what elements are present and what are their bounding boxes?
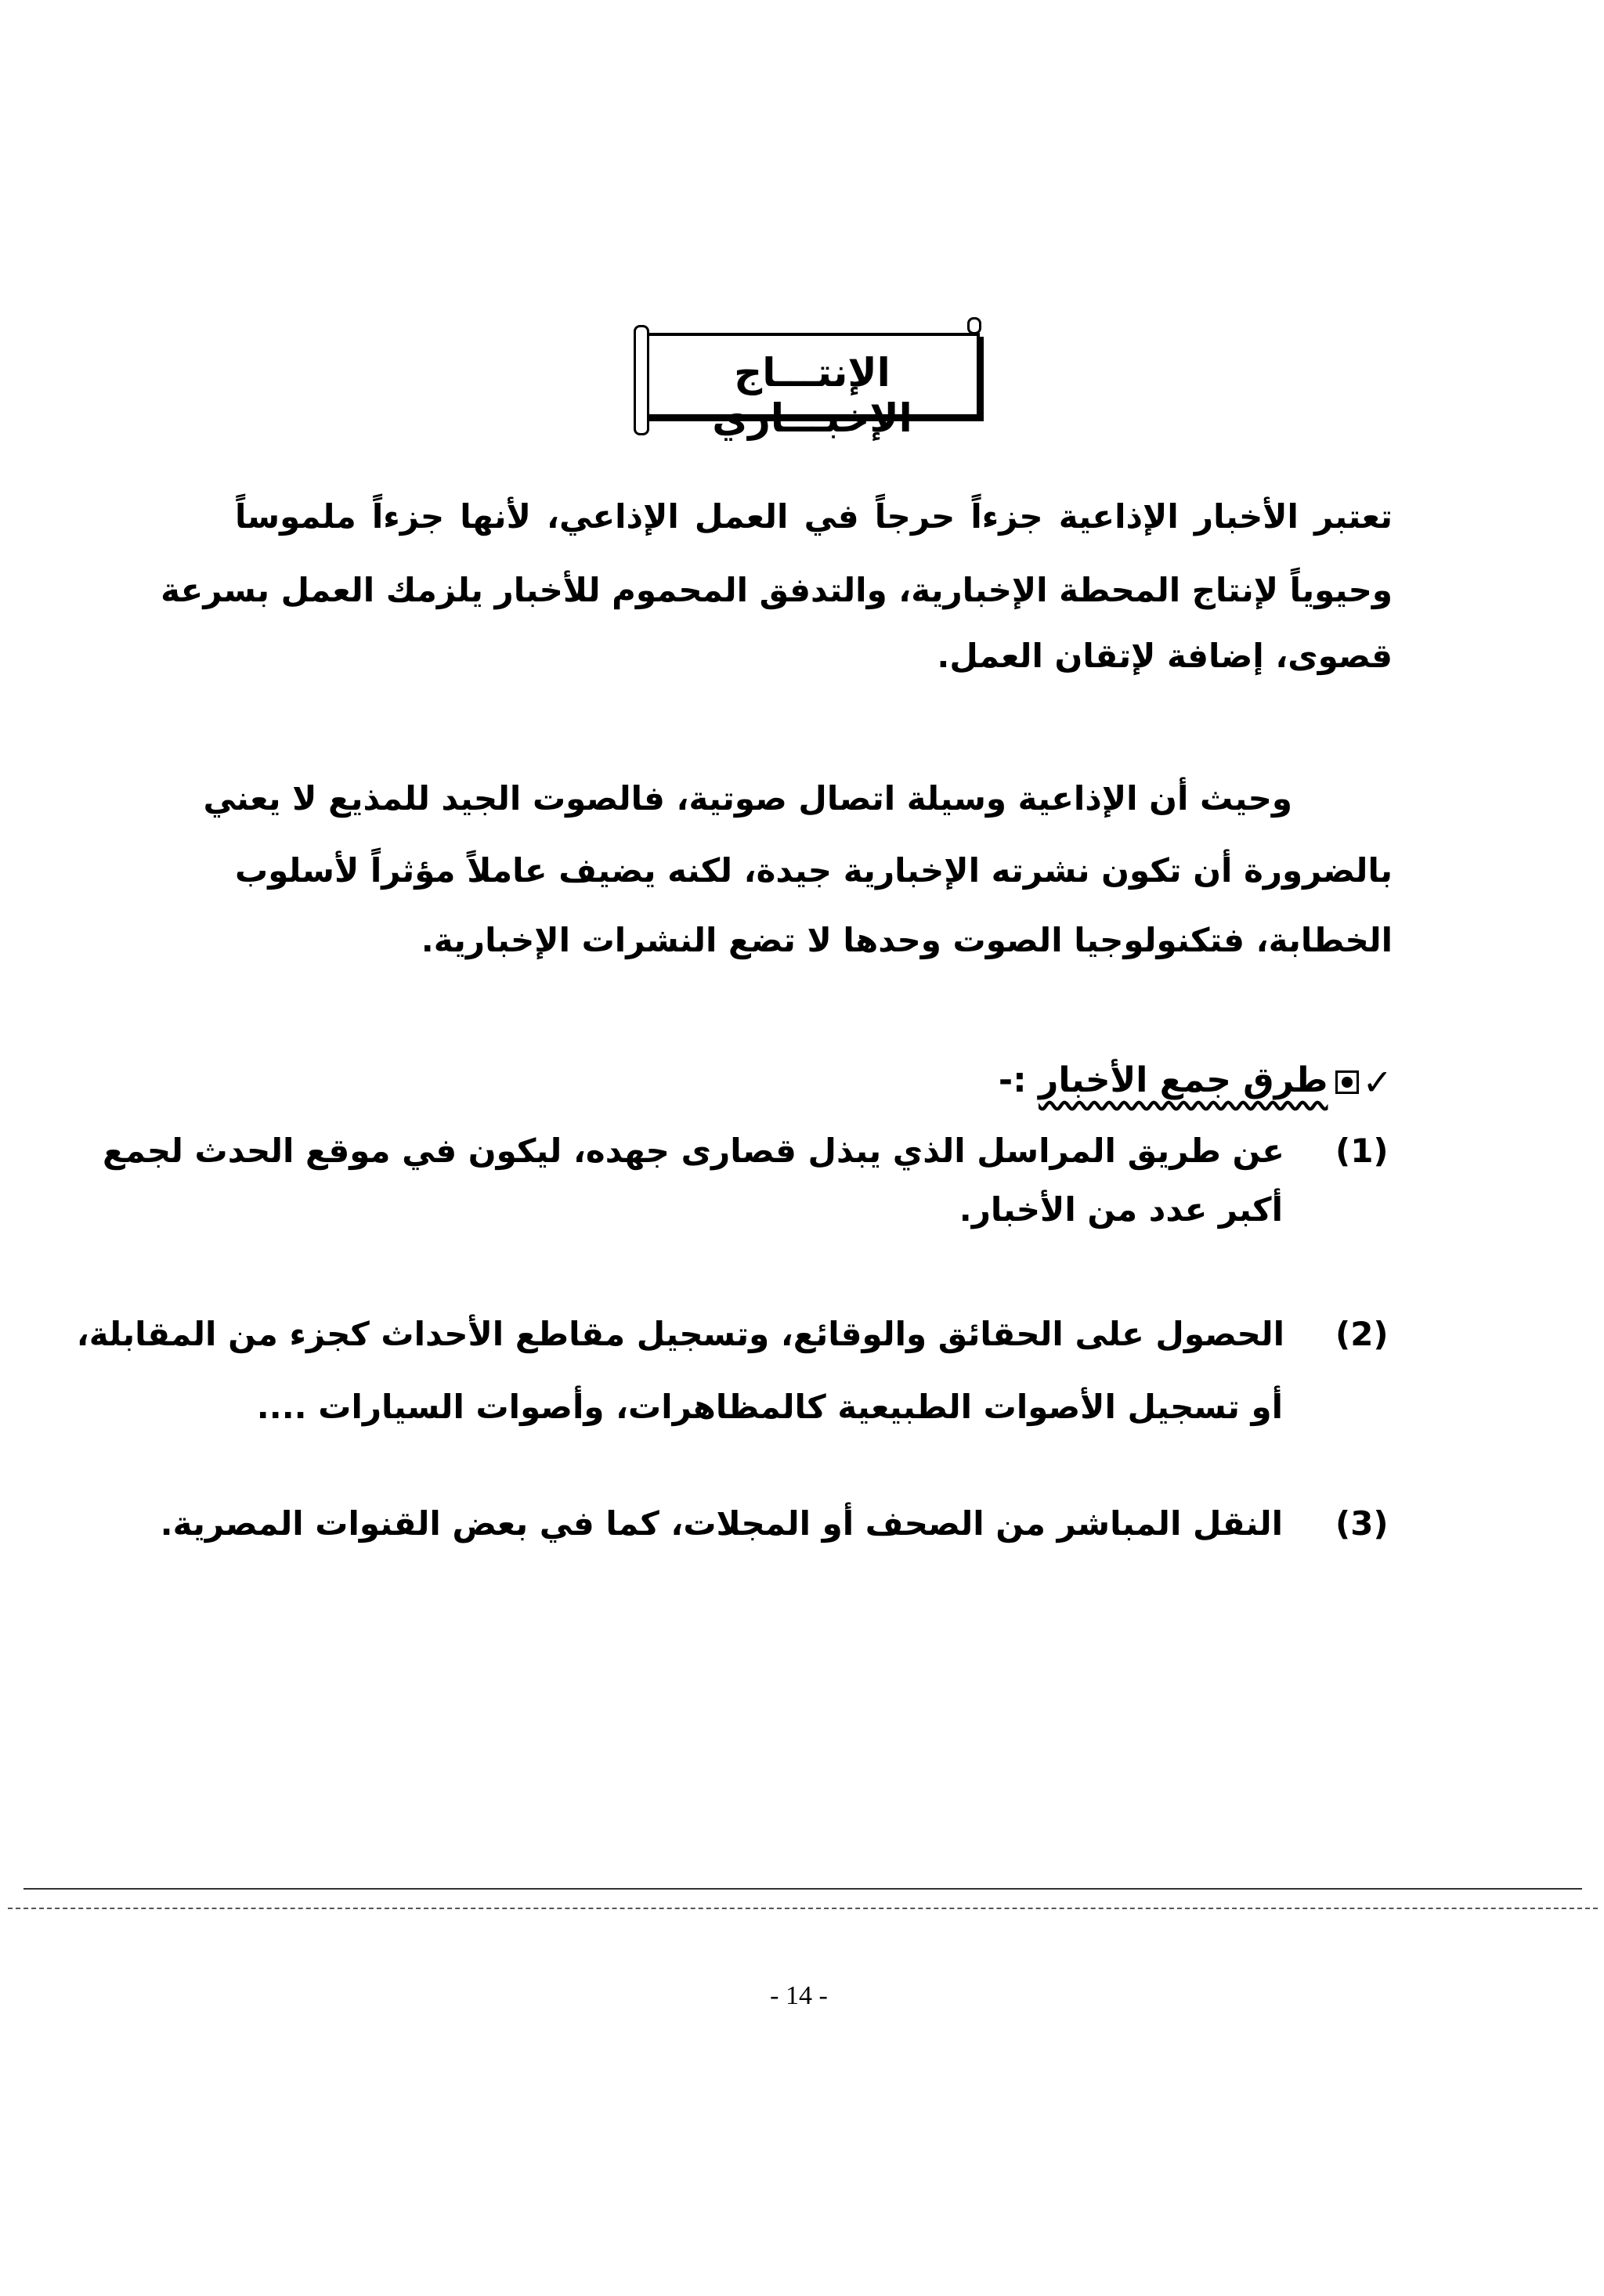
paragraph1-line1: تعتبر الأخبار الإذاعية جزءاً حرجاً في العمل الإذاعي، لأنها جزءاً ملموساً xyxy=(235,497,1393,536)
title-banner xyxy=(630,317,991,441)
scroll-roll-left-icon xyxy=(634,325,649,435)
scroll-roll-right-icon xyxy=(967,317,981,334)
section-heading xyxy=(999,1057,1393,1106)
item1-line2: أكبر عدد من الأخبار. xyxy=(959,1190,1283,1229)
page-number: - 14 - xyxy=(770,1981,828,2010)
item-number: (2) xyxy=(1335,1315,1389,1353)
paragraph2-line2: بالضرورة أن تكون نشرته الإخبارية جيدة، لكنه يضيف عاملاً مؤثراً لأسلوب xyxy=(235,851,1393,890)
title-frame xyxy=(645,333,980,441)
paragraph1-line2: وحيوياً لإنتاج المحطة الإخبارية، والتدفق المحموم للأخبار يلزمك العمل بسرعة xyxy=(161,571,1393,609)
section-heading-text: طرق جمع الأخبار xyxy=(1039,1060,1328,1100)
footer-divider-dashed xyxy=(8,1908,1598,1909)
paragraph2-line3: الخطابة، فتكنولوجيا الصوت وحدها لا تضع النشرات الإخبارية. xyxy=(421,921,1393,959)
footer-divider xyxy=(23,1888,1582,1890)
paragraph2-line1: وحيث أن الإذاعية وسيلة اتصال صوتية، فالصوت الجيد للمذيع لا يعني xyxy=(203,779,1292,818)
checkmark-icon: ✓ xyxy=(1362,1061,1393,1103)
section-heading-suffix: :- xyxy=(998,1060,1039,1100)
item-number: (1) xyxy=(1335,1132,1389,1170)
item-number: (3) xyxy=(1335,1504,1389,1543)
bullet-icon xyxy=(1335,1070,1359,1094)
item2-line1: الحصول على الحقائق والوقائع، وتسجيل مقاطع الأحداث كجزء من المقابلة، xyxy=(76,1315,1284,1353)
item1-line1: عن طريق المراسل الذي يبذل قصارى جهده، ليكون في موقع الحدث لجمع xyxy=(103,1132,1284,1170)
item2-line2: أو تسجيل الأصوات الطبيعية كالمظاهرات، وأصوات السيارات .... xyxy=(256,1388,1283,1426)
page-title: الإنتـــاج الإخبـــاري xyxy=(712,350,912,441)
item3-line1: النقل المباشر من الصحف أو المجلات، كما في بعض القنوات المصرية. xyxy=(160,1504,1283,1543)
paragraph1-line3: قصوى، إضافة لإتقان العمل. xyxy=(937,637,1393,675)
